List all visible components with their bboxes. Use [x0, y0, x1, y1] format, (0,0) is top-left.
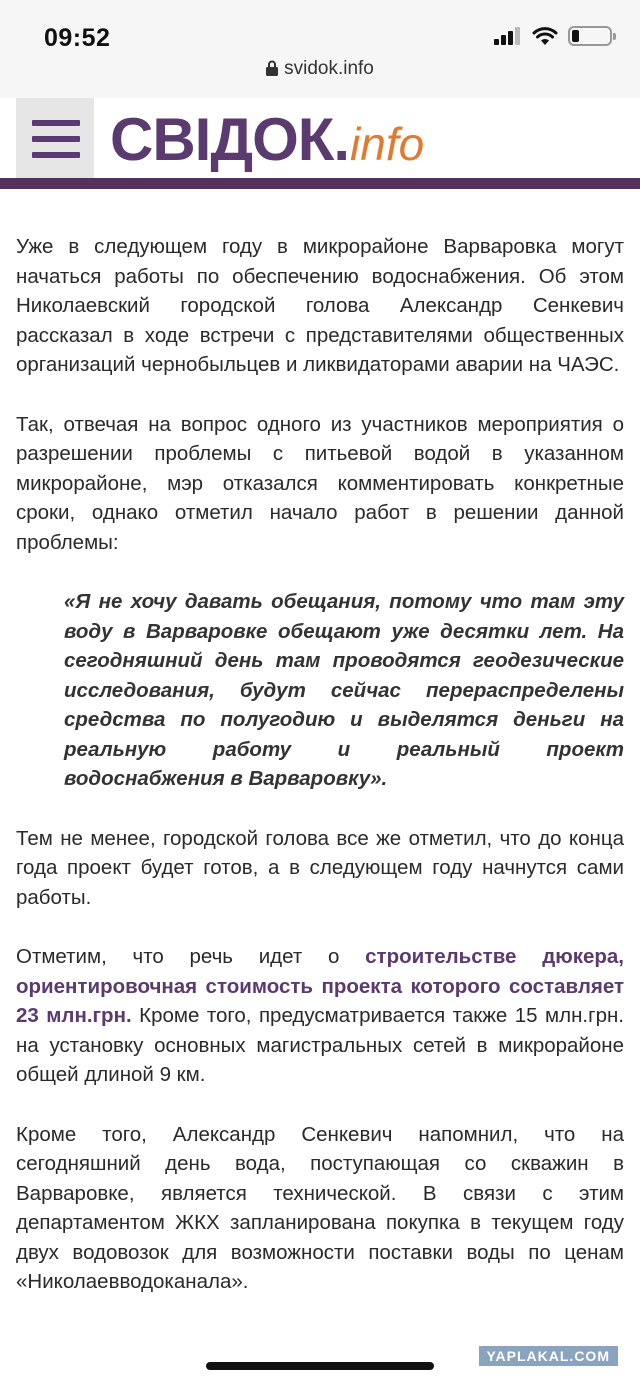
article-paragraph: Кроме того, Александр Сенкевич напомнил, что на сегодняшний день вода, поступающая со скважин в Варваровке, является технической. В связи с этим департаментом ЖКХ запланирована покупка в текущем году двух водовозок для возможности поставки воды по ценам «Николаевводоканала». [16, 1122, 624, 1293]
wifi-icon [532, 26, 558, 46]
article-body [16, 232, 624, 1327]
hamburger-icon-bar [32, 152, 80, 158]
article-quote: «Я не хочу давать обещания, потому что там эту воду в Варваровке обещают уже десятки лет. На сегодняшний день там проводятся геодезические исследования, будут сейчас перераспределены средства по полугодию и выделятся деньги на реальную работу и реальный проект водоснабжения в Варваровку». [64, 590, 624, 790]
article-paragraph: Так, отвечая на вопрос одного из участников мероприятия о разрешении проблемы с питьевой водой в указанном микрорайоне, мэр отказался комментировать конкретные сроки, однако отметил начало работ в решении данной проблемы: [16, 412, 624, 554]
status-bar [0, 0, 640, 98]
article-paragraph: Уже в следующем году в микрорайоне Варваровка могут начаться работы по обеспечению водоснабжения. Об этом Николаевский городской голова Александр Сенкевич рассказал в ходе встречи с представителями общественных организаций чернобыльцев и ликвидаторами аварии на ЧАЭС. [16, 235, 624, 376]
paragraph-text: Отметим, что речь идет о [16, 945, 366, 968]
url-text: svidok.info [284, 58, 374, 79]
header-divider [0, 178, 640, 189]
watermark: YAPLAKAL.COM [479, 1346, 619, 1366]
address-bar[interactable] [0, 58, 640, 80]
battery-level [572, 30, 579, 42]
battery-icon [568, 26, 612, 46]
article-paragraph [16, 942, 624, 1090]
hamburger-icon-bar [32, 136, 80, 142]
cellular-signal-icon [494, 27, 522, 45]
logo-main: СВІДОК [110, 106, 334, 173]
logo-suffix: info [350, 118, 425, 170]
article-paragraph: Тем не менее, городской голова все же отметил, что до конца года проект будет готов, а в следующем году начнутся сами работы. [16, 826, 624, 909]
site-logo[interactable] [110, 104, 424, 176]
paragraph-text: Кроме того, предусматривается также 15 млн.грн. на установку основных магистральных сетей в микрорайоне общей длиной 9 км. [16, 1004, 624, 1086]
status-time: 09:52 [44, 24, 111, 52]
status-icons [494, 26, 612, 46]
home-indicator[interactable] [206, 1362, 434, 1370]
menu-button[interactable] [16, 98, 94, 180]
logo-dot: . [333, 106, 351, 173]
lock-icon [266, 60, 278, 76]
hamburger-icon [32, 120, 80, 126]
article-link[interactable]: строительстве дюкера, ориентировочная стоимость проекта которого составляет 23 млн.грн. [16, 945, 624, 1027]
